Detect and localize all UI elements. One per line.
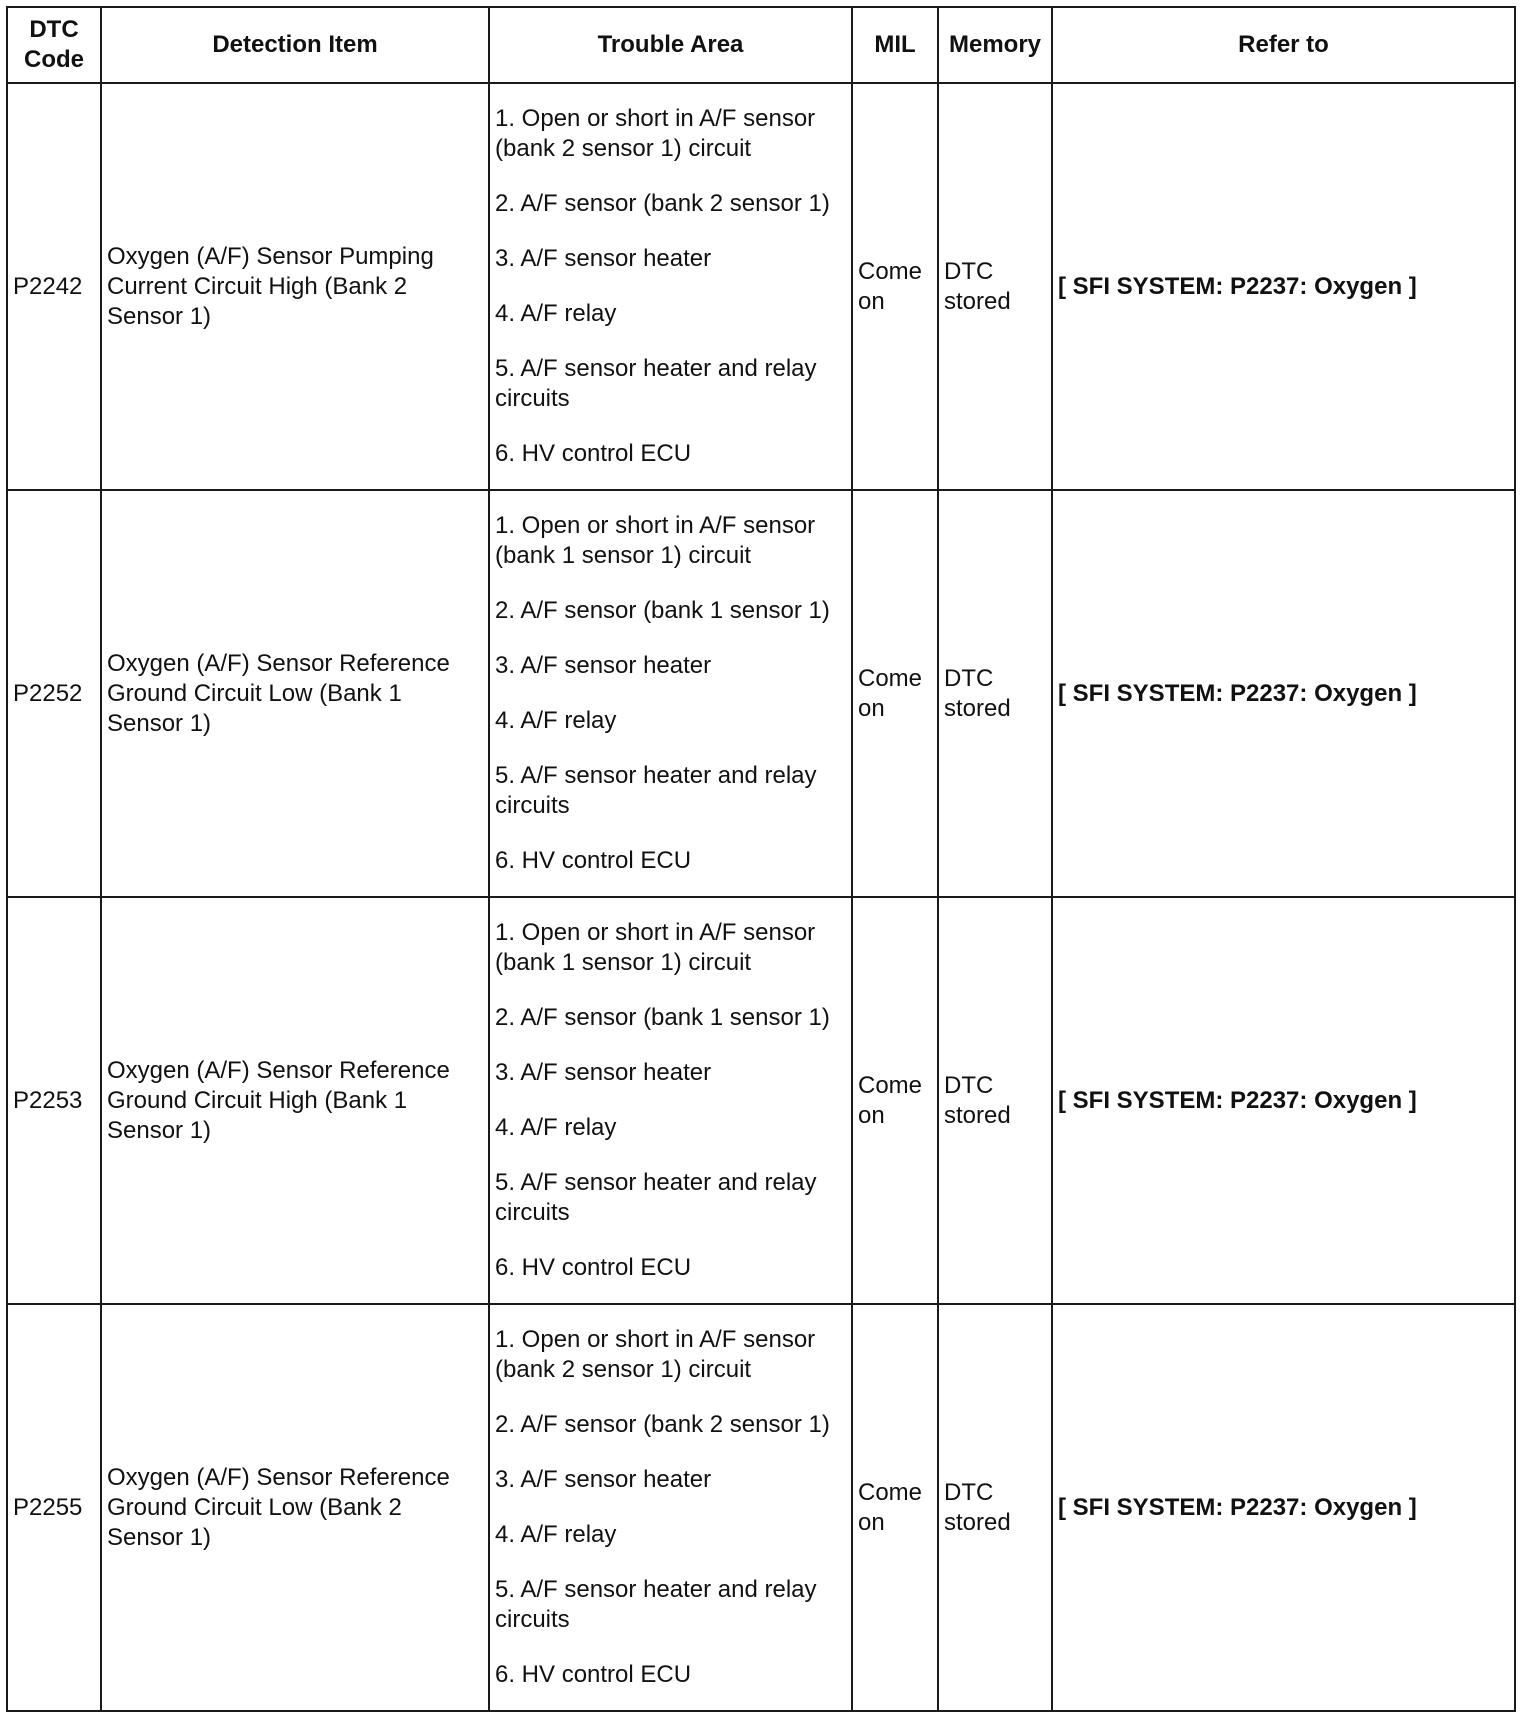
- header-mil: MIL: [852, 7, 938, 83]
- refer-to-link[interactable]: [ SFI SYSTEM: P2237: Oxygen ]: [1052, 490, 1515, 897]
- table-body: [7, 83, 1515, 1711]
- refer-to-link[interactable]: [ SFI SYSTEM: P2237: Oxygen ]: [1052, 1304, 1515, 1711]
- trouble-area-item: 2. A/F sensor (bank 1 sensor 1): [495, 1004, 830, 1031]
- dtc-code-cell: P2242: [7, 83, 101, 490]
- header-dtc-code: DTC Code: [7, 7, 101, 83]
- table-row: [7, 897, 1515, 1304]
- trouble-area-item: 6. HV control ECU: [495, 1661, 692, 1688]
- trouble-area-item: 2. A/F sensor (bank 1 sensor 1): [495, 597, 830, 624]
- header-refer-to: Refer to: [1052, 7, 1515, 83]
- trouble-area-item: 5. A/F sensor heater and relay circuits: [495, 762, 817, 819]
- trouble-area-item: 3. A/F sensor heater: [495, 1466, 712, 1493]
- header-detection-item: Detection Item: [101, 7, 489, 83]
- trouble-area-item: 6. HV control ECU: [495, 440, 692, 467]
- memory-cell: DTC stored: [938, 897, 1052, 1304]
- header-memory: Memory: [938, 7, 1052, 83]
- detection-item-cell: Oxygen (A/F) Sensor Reference Ground Circuit Low (Bank 2 Sensor 1): [101, 1304, 489, 1711]
- trouble-area-item: 5. A/F sensor heater and relay circuits: [495, 355, 817, 412]
- mil-cell: Come on: [852, 897, 938, 1304]
- trouble-area-cell: [489, 1304, 852, 1711]
- trouble-area-cell: [489, 490, 852, 897]
- mil-cell: Come on: [852, 83, 938, 490]
- memory-cell: DTC stored: [938, 490, 1052, 897]
- trouble-area-item: 1. Open or short in A/F sensor (bank 1 sensor 1) circuit: [495, 512, 816, 569]
- trouble-area-cell: [489, 897, 852, 1304]
- trouble-area-item: 1. Open or short in A/F sensor (bank 2 sensor 1) circuit: [495, 105, 816, 162]
- header-row: [7, 7, 1515, 83]
- table-row: [7, 490, 1515, 897]
- table-row: [7, 83, 1515, 490]
- dtc-code-cell: P2255: [7, 1304, 101, 1711]
- memory-cell: DTC stored: [938, 1304, 1052, 1711]
- dtc-table: [6, 6, 1516, 1712]
- dtc-code-cell: P2253: [7, 897, 101, 1304]
- trouble-area-item: 5. A/F sensor heater and relay circuits: [495, 1576, 817, 1633]
- trouble-area-item: 6. HV control ECU: [495, 847, 692, 874]
- trouble-area-item: 2. A/F sensor (bank 2 sensor 1): [495, 1411, 830, 1438]
- mil-cell: Come on: [852, 1304, 938, 1711]
- trouble-area-item: 1. Open or short in A/F sensor (bank 2 sensor 1) circuit: [495, 1326, 816, 1383]
- trouble-area-item: 4. A/F relay: [495, 300, 617, 327]
- detection-item-cell: Oxygen (A/F) Sensor Reference Ground Circuit High (Bank 1 Sensor 1): [101, 897, 489, 1304]
- trouble-area-item: 3. A/F sensor heater: [495, 245, 712, 272]
- trouble-area-item: 4. A/F relay: [495, 1114, 617, 1141]
- trouble-area-item: 3. A/F sensor heater: [495, 652, 712, 679]
- trouble-area-item: 3. A/F sensor heater: [495, 1059, 712, 1086]
- detection-item-cell: Oxygen (A/F) Sensor Pumping Current Circuit High (Bank 2 Sensor 1): [101, 83, 489, 490]
- refer-to-link[interactable]: [ SFI SYSTEM: P2237: Oxygen ]: [1052, 897, 1515, 1304]
- trouble-area-cell: [489, 83, 852, 490]
- trouble-area-item: 2. A/F sensor (bank 2 sensor 1): [495, 190, 830, 217]
- trouble-area-item: 1. Open or short in A/F sensor (bank 1 sensor 1) circuit: [495, 919, 816, 976]
- table-header: [7, 7, 1515, 83]
- header-trouble-area: Trouble Area: [489, 7, 852, 83]
- dtc-code-cell: P2252: [7, 490, 101, 897]
- trouble-area-item: 4. A/F relay: [495, 1521, 617, 1548]
- trouble-area-item: 6. HV control ECU: [495, 1254, 692, 1281]
- trouble-area-item: 5. A/F sensor heater and relay circuits: [495, 1169, 817, 1226]
- detection-item-cell: Oxygen (A/F) Sensor Reference Ground Circuit Low (Bank 1 Sensor 1): [101, 490, 489, 897]
- mil-cell: Come on: [852, 490, 938, 897]
- memory-cell: DTC stored: [938, 83, 1052, 490]
- trouble-area-item: 4. A/F relay: [495, 707, 617, 734]
- table-row: [7, 1304, 1515, 1711]
- refer-to-link[interactable]: [ SFI SYSTEM: P2237: Oxygen ]: [1052, 83, 1515, 490]
